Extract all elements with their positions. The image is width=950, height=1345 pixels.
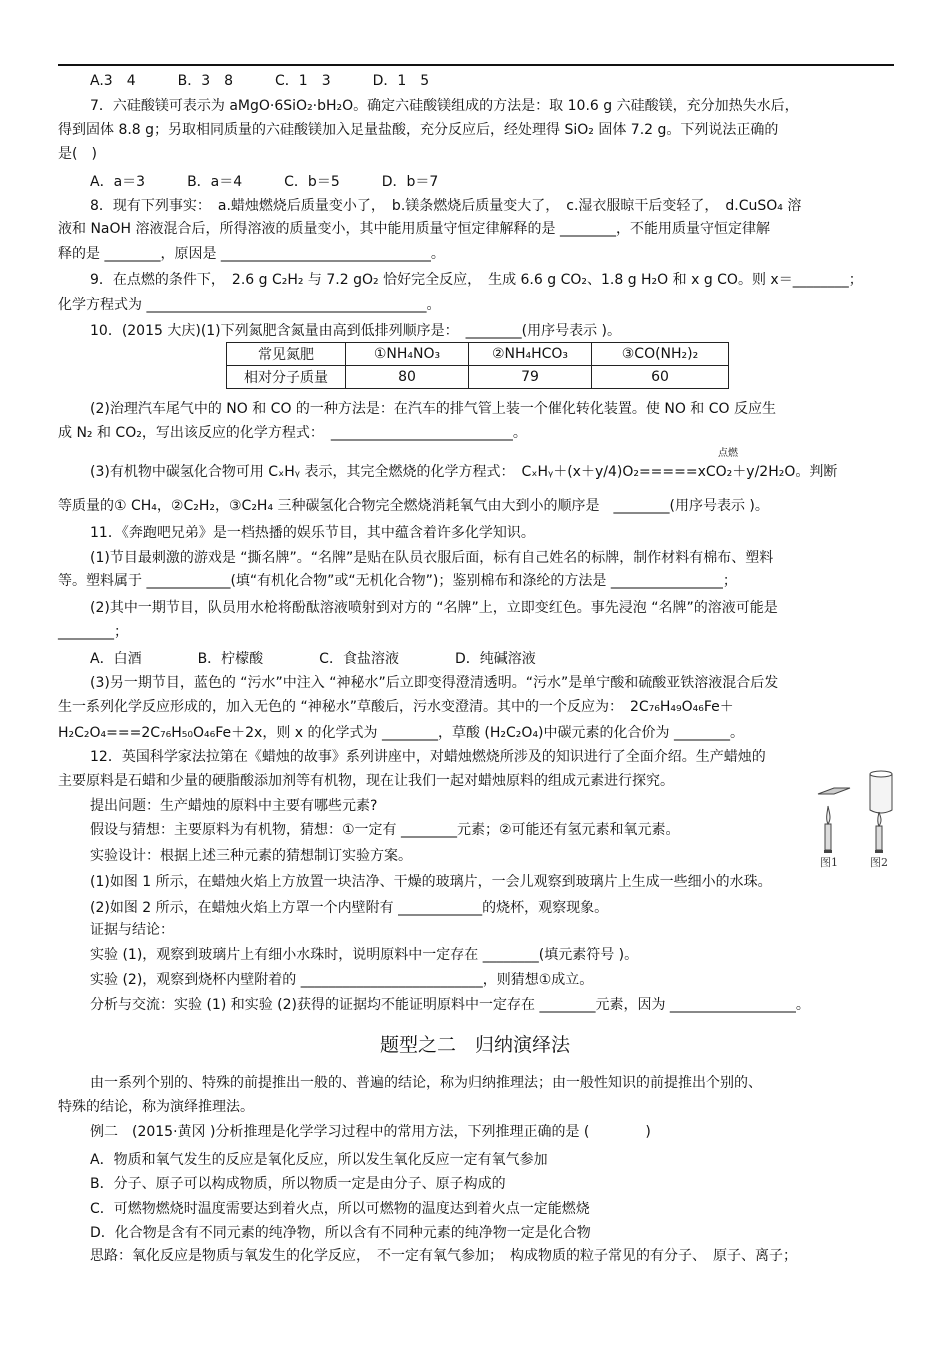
q7-line2: 得到固体 8.8 g；另取相同质量的六硅酸镁加入足量盐酸，充分反应后，经处理得 SiO₂ 固体 7.2 g。下列说法正确的 — [58, 122, 779, 138]
q10-line5: 等质量的① CH₄，②C₂H₂，③C₂H₄ 三种碳氢化合物完全燃烧消耗氧气由大到小的顺序是 ________(用序号表示 )。 — [58, 498, 769, 514]
q12-question: 提出问题：生产蜡烛的原料中主要有哪些元素? — [90, 798, 378, 814]
q12-line2: 主要原料是石蜡和少量的硬脂酸添加剂等有机物，现在让我们一起对蜡烛原料的组成元素进行探究。 — [58, 773, 674, 789]
fertilizer-table — [226, 342, 729, 389]
table-cell: 80 — [346, 366, 469, 389]
example2-question: 例二 (2015·黄冈 )分析推理是化学学习过程中的常用方法，下列推理正确的是 ( ) — [90, 1124, 651, 1140]
q9-line1: 9．在点燃的条件下， 2.6 g C₂H₂ 与 7.2 gO₂ 恰好完全反应， 生成 6.6 g CO₂、1.8 g H₂O 和 x g CO。则 x＝________； — [90, 272, 863, 288]
q11-line3: 等。塑料属于 ____________(填“有机化合物”或“无机化合物”)；鉴别棉布和涤纶的方法是 ________________； — [58, 573, 737, 589]
q11-line2: (1)节目最刺激的游戏是 “撕名牌”。“名牌”是贴在队员衣服后面，标有自己姓名的标牌，制作材料有棉布、塑料 — [90, 550, 774, 566]
q11-line4: (2)其中一期节目，队员用水枪将酚酞溶液喷射到对方的 “名牌”上，立即变红色。事先浸泡 “名牌”的溶液可能是 — [90, 600, 778, 616]
q12-line1: 12．英国科学家法拉第在《蜡烛的故事》系列讲座中，对蜡烛燃烧所涉及的知识进行了全面介绍。生产蜡烛的 — [90, 749, 766, 765]
q11-line8: H₂C₂O₄===2C₇₆H₅₀O₄₆Fe＋2x，则 x 的化学式为 ________，草酸 (H₂C₂O₄)中碳元素的化合价为 ________。 — [58, 725, 744, 741]
q7-line3: 是( ) — [58, 146, 97, 162]
q12-step1: (1)如图 1 所示，在蜡烛火焰上方放置一块洁净、干燥的玻璃片，一会儿观察到玻璃片上生成一些细小的水珠。 — [90, 874, 772, 890]
table-header-cell: 常见氮肥 — [227, 343, 346, 366]
q11-options: A．白酒 B．柠檬酸 C．食盐溶液 D．纯碱溶液 — [90, 651, 536, 667]
q11-line7: 生一系列化学反应形成的，加入无色的 “神秘水”草酸后，污水变澄清。其中的一个反应为： 2C₇₆H₄₉O₄₆Fe＋ — [58, 699, 734, 715]
section-title: 题型之二 归纳演绎法 — [379, 1034, 570, 1056]
candle-figure — [812, 770, 902, 870]
q6-options: A.3 4 B．3 8 C．1 3 D．1 5 — [90, 73, 430, 89]
example2-option-b: B．分子、原子可以构成物质，所以物质一定是由分子、原子构成的 — [90, 1176, 506, 1192]
q8-line3: 释的是 ________，原因是 ______________________________。 — [58, 246, 445, 262]
q12-exp2: 实验 (2)，观察到烧杯内壁附着的 __________________________，则猜想①成立。 — [90, 972, 594, 988]
q10-line4: (3)有机物中碳氢化合物可用 CₓHᵧ 表示，其完全燃烧的化学方程式： CₓHᵧ＋(x＋y/4)O₂=====xCO₂＋y/2H₂O。判断 — [90, 464, 838, 480]
q7-options: A．a＝3 B．a＝4 C．b＝5 D．b＝7 — [90, 174, 439, 190]
q12-exp1: 实验 (1)，观察到玻璃片上有细小水珠时，说明原料中一定存在 ________(填元素符号 )。 — [90, 947, 639, 963]
table-cell: ③CO(NH₂)₂ — [592, 343, 729, 366]
table-header-cell: 相对分子质量 — [227, 366, 346, 389]
q12-analysis: 分析与交流：实验 (1) 和实验 (2)获得的证据均不能证明原料中一定存在 ________元素，因为 __________________。 — [90, 997, 810, 1013]
example2-option-d: D．化合物是含有不同元素的纯净物，所以含有不同种元素的纯净物一定是化合物 — [90, 1225, 591, 1241]
intro-line2: 特殊的结论，称为演绎推理法。 — [58, 1099, 254, 1115]
q12-design: 实验设计：根据上述三种元素的猜想制订实验方案。 — [90, 848, 412, 864]
table-cell: ②NH₄HCO₃ — [469, 343, 592, 366]
table-cell: 60 — [592, 366, 729, 389]
q11-line1: 11．《奔跑吧兄弟》是一档热播的娱乐节目，其中蕴含着许多化学知识。 — [90, 525, 535, 541]
example2-option-a: A．物质和氧气发生的反应是氧化反应，所以发生氧化反应一定有氧气参加 — [90, 1152, 548, 1168]
q12-step2: (2)如图 2 所示，在蜡烛火焰上方罩一个内壁附有 ____________的烧杯，观察现象。 — [90, 900, 609, 916]
top-rule — [58, 64, 894, 66]
figure-1-label: 图1 — [820, 856, 838, 869]
q8-line2: 液和 NaOH 溶液混合后，所得溶液的质量变小，其中能用质量守恒定律解释的是 ________，不能用质量守恒定律解 — [58, 221, 770, 237]
intro-line1: 由一系列个别的、特殊的前提推出一般的、普遍的结论，称为归纳推理法；由一般性知识的前提推出个别的、 — [90, 1075, 762, 1091]
figure-2-label: 图2 — [870, 856, 888, 869]
example2-hint: 思路：氧化反应是物质与氧发生的化学反应， 不一定有氧气参加； 构成物质的粒子常见的有分子、 原子、离子； — [90, 1248, 797, 1264]
example2-option-c: C．可燃物燃烧时温度需要达到着火点，所以可燃物的温度达到着火点一定能燃烧 — [90, 1201, 590, 1217]
table-row — [227, 366, 729, 389]
q11-line5: ________； — [58, 624, 128, 640]
q12-hypothesis: 假设与猜想：主要原料为有机物，猜想：①一定有 ________元素；②可能还有氢元素和氧元素。 — [90, 822, 680, 838]
q10-line3: 成 N₂ 和 CO₂，写出该反应的化学方程式： __________________________。 — [58, 425, 527, 441]
ignite-condition: 点燃 — [718, 448, 738, 459]
q7-line1: 7．六硅酸镁可表示为 aMgO·6SiO₂·bH₂O。确定六硅酸镁组成的方法是：取 10.6 g 六硅酸镁，充分加热失水后， — [90, 98, 799, 114]
table-row — [227, 343, 729, 366]
q11-line6: (3)另一期节目，蓝色的 “污水”中注入 “神秘水”后立即变得澄清透明。“污水”是单宁酸和硫酸亚铁溶液混合后发 — [90, 675, 779, 691]
q10-line1: 10．(2015 大庆)(1)下列氮肥含氮量由高到低排列顺序是： ________(用序号表示 )。 — [90, 323, 622, 339]
q9-line2: 化学方程式为 ________________________________________。 — [58, 297, 441, 313]
candle-illustration — [812, 770, 902, 856]
table-cell: ①NH₄NO₃ — [346, 343, 469, 366]
q10-line2: (2)治理汽车尾气中的 NO 和 CO 的一种方法是：在汽车的排气管上装一个催化转化装置。使 NO 和 CO 反应生 — [90, 401, 777, 417]
q8-line1: 8．现有下列事实： a.蜡烛燃烧后质量变小了， b.镁条燃烧后质量变大了， c.湿衣服晾干后变轻了， d.CuSO₄ 溶 — [90, 198, 802, 214]
table-cell: 79 — [469, 366, 592, 389]
q12-evidence: 证据与结论： — [90, 922, 174, 938]
